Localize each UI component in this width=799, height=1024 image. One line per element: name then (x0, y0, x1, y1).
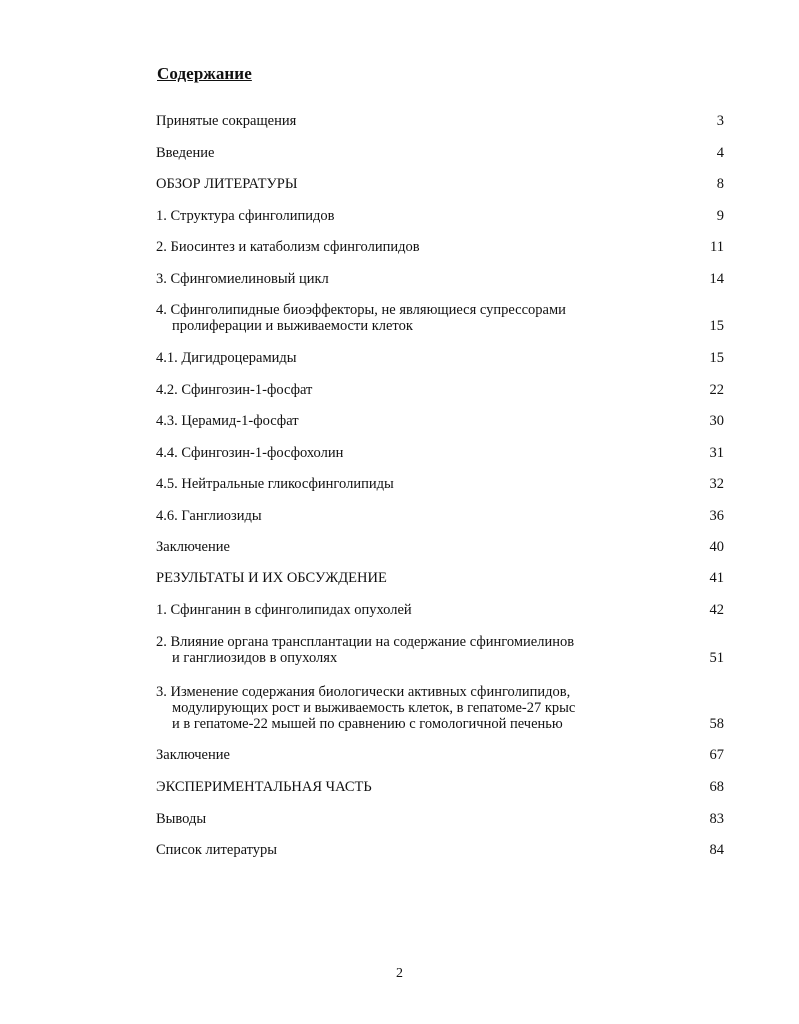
toc-entry-page: 41 (709, 570, 724, 586)
toc-entry-page: 9 (716, 208, 724, 224)
toc-entry (156, 176, 724, 192)
toc-entry-title (156, 208, 656, 224)
toc-entry-line: ОБЗОР ЛИТЕРАТУРЫ (156, 176, 298, 192)
toc-entry-page: 30 (709, 413, 724, 429)
toc-entry (156, 445, 724, 461)
toc-entry (156, 145, 724, 161)
toc-entry-line: 4.4. Сфингозин-1-фосфохолин (156, 445, 344, 461)
toc-entry-title (156, 684, 656, 732)
toc-entry-page: 40 (709, 539, 724, 555)
toc-entry-page: 15 (709, 350, 724, 366)
toc-entry (156, 779, 724, 795)
toc-entry-page: 11 (710, 239, 724, 255)
toc-entry-line: ЭКСПЕРИМЕНТАЛЬНАЯ ЧАСТЬ (156, 779, 372, 795)
toc-entry-title (156, 811, 656, 827)
toc-entry (156, 382, 724, 398)
toc-entry-title (156, 570, 656, 586)
toc-entry (156, 634, 724, 666)
toc-entry-line: 4. Сфинголипидные биоэффекторы, не являющиеся супрессорами (156, 302, 566, 318)
toc-entry (156, 602, 724, 618)
toc-entry-title (156, 445, 656, 461)
toc-entry-line: Список литературы (156, 842, 278, 858)
toc-entry-page: 51 (709, 650, 724, 666)
toc-entry-title (156, 413, 656, 429)
toc-entry-page: 83 (709, 811, 724, 827)
toc-entry-line: модулирующих рост и выживаемость клеток, в гепатоме-27 крыс (172, 700, 576, 716)
toc-entry (156, 302, 724, 334)
toc-entry-title (156, 302, 656, 334)
toc-entry-title (156, 271, 656, 287)
toc-entry-title (156, 113, 656, 129)
toc-entry (156, 508, 724, 524)
toc-entry-line: 4.2. Сфингозин-1-фосфат (156, 382, 313, 398)
toc-entry (156, 476, 724, 492)
toc-entry-line: 2. Биосинтез и катаболизм сфинголипидов (156, 239, 420, 255)
toc-entry-line: РЕЗУЛЬТАТЫ И ИХ ОБСУЖДЕНИЕ (156, 570, 387, 586)
toc-entry-title (156, 239, 656, 255)
toc-entry-line: Принятые сокращения (156, 113, 297, 129)
toc-entry (156, 208, 724, 224)
toc-entry-line: и в гепатоме-22 мышей по сравнению с гомологичной печенью (172, 716, 563, 732)
toc-entry (156, 413, 724, 429)
toc-entry-line: 4.5. Нейтральные гликосфинголипиды (156, 476, 394, 492)
toc-entry-title (156, 842, 656, 858)
toc-entry (156, 239, 724, 255)
toc-entry-line: и ганглиозидов в опухолях (172, 650, 338, 666)
toc-entry-title (156, 747, 656, 763)
toc-entry-title (156, 539, 656, 555)
toc-entry-line: 3. Сфингомиелиновый цикл (156, 271, 329, 287)
toc-entry-title (156, 508, 656, 524)
toc-entry-page: 32 (709, 476, 724, 492)
toc-entry (156, 113, 724, 129)
toc-entry-page: 68 (709, 779, 724, 795)
toc-entry-page: 3 (716, 113, 724, 129)
toc-entry-page: 42 (709, 602, 724, 618)
toc-entry-line: 4.3. Церамид-1-фосфат (156, 413, 299, 429)
toc-entry (156, 350, 724, 366)
toc-entry-page: 58 (709, 716, 724, 732)
toc-entry-line: Заключение (156, 747, 230, 763)
toc-entry (156, 271, 724, 287)
toc-entry-line: 1. Структура сфинголипидов (156, 208, 335, 224)
toc-entry-page: 84 (709, 842, 724, 858)
toc-entry-title (156, 634, 656, 666)
toc-entry-line: 1. Сфинганин в сфинголипидах опухолей (156, 602, 412, 618)
toc-entry (156, 539, 724, 555)
toc-entry (156, 811, 724, 827)
toc-entry-line: 4.1. Дигидроцерамиды (156, 350, 297, 366)
toc-entry-page: 31 (709, 445, 724, 461)
toc-entry-line: 3. Изменение содержания биологически активных сфинголипидов, (156, 684, 571, 700)
toc-entry-title (156, 382, 656, 398)
toc-entry-page: 15 (709, 318, 724, 334)
toc-entry-page: 4 (716, 145, 724, 161)
toc-entry-page: 22 (709, 382, 724, 398)
page-number: 2 (396, 966, 403, 981)
toc-entry-title (156, 176, 656, 192)
toc-entry (156, 842, 724, 858)
page-title: Содержание (157, 64, 252, 83)
toc-entry-page: 8 (716, 176, 724, 192)
toc-entry-title (156, 602, 656, 618)
toc-entry-title (156, 145, 656, 161)
toc-entry-title (156, 779, 656, 795)
toc-entry-line: пролиферации и выживаемости клеток (172, 318, 413, 334)
toc-entry-line: 2. Влияние органа трансплантации на содержание сфингомиелинов (156, 634, 575, 650)
toc-entry-page: 14 (709, 271, 724, 287)
toc-entry-page: 67 (709, 747, 724, 763)
toc-entry (156, 570, 724, 586)
toc-entry (156, 684, 724, 732)
toc-entry-title (156, 350, 656, 366)
toc-entry-line: Введение (156, 145, 215, 161)
toc-entry-title (156, 476, 656, 492)
toc-entry-line: 4.6. Ганглиозиды (156, 508, 262, 524)
toc-entry-page: 36 (709, 508, 724, 524)
toc-entry-line: Выводы (156, 811, 207, 827)
toc-entry (156, 747, 724, 763)
toc-entry-line: Заключение (156, 539, 230, 555)
